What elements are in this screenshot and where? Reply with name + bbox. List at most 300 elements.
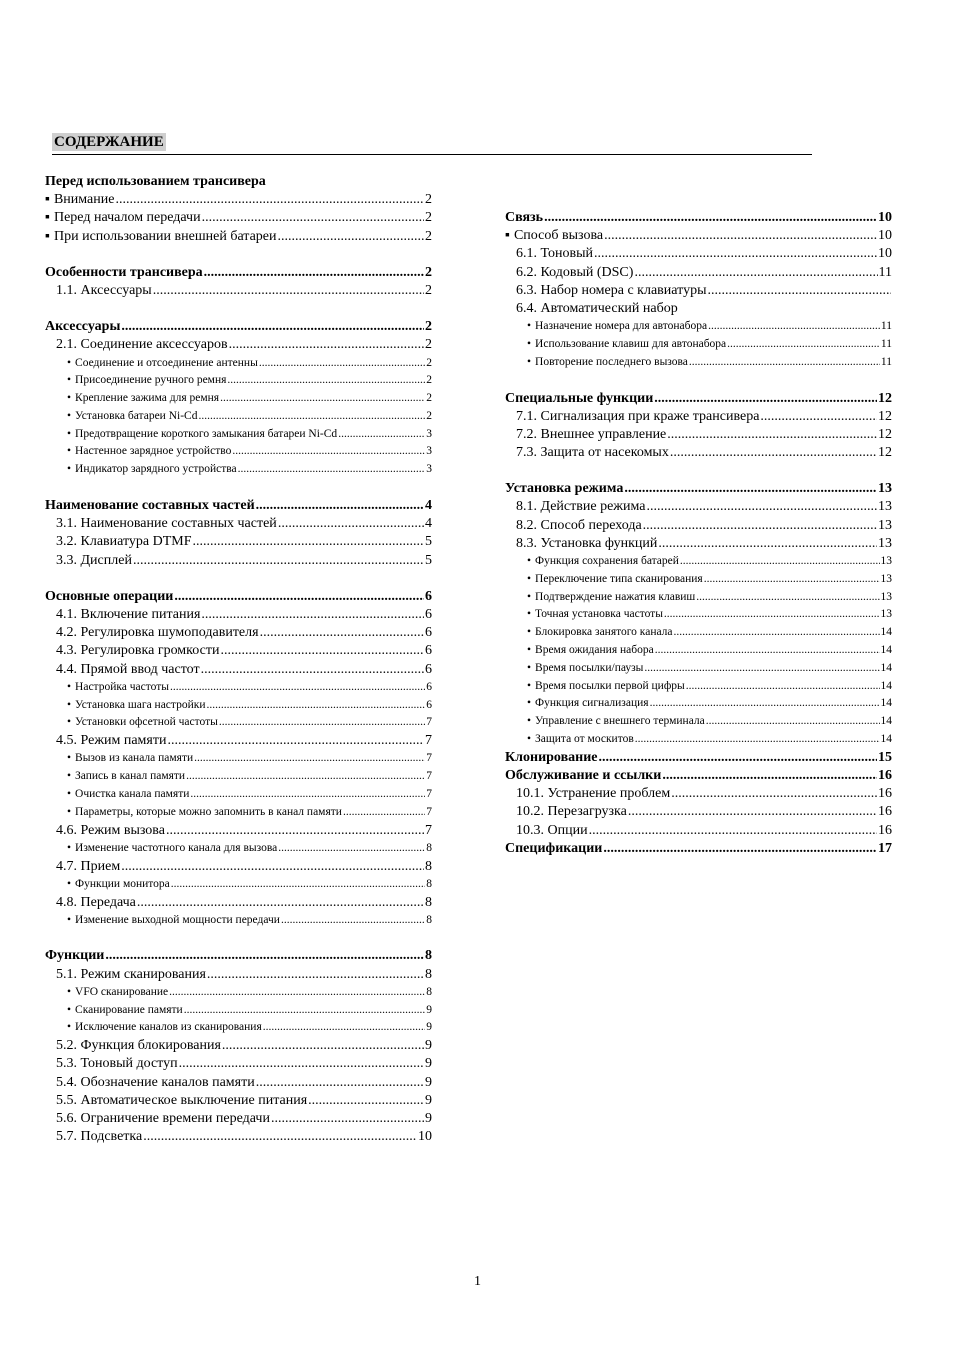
round-bullet-icon: • — [67, 805, 72, 818]
dot-leader — [634, 264, 877, 282]
toc-page-number: 14 — [880, 626, 892, 639]
toc-entry-title: Очистка канала памяти — [75, 787, 190, 800]
toc-page-number: 9 — [426, 1003, 432, 1016]
toc-entry[interactable] — [505, 642, 892, 660]
toc-entry[interactable] — [45, 822, 432, 840]
toc-entry-title: Настенное зарядное устройство — [75, 445, 232, 458]
toc-entry-title: Спецификации — [505, 840, 603, 856]
toc-entry[interactable] — [45, 894, 432, 912]
toc-entry[interactable] — [505, 660, 892, 678]
dot-leader — [222, 1037, 424, 1055]
toc-page-number: 2 — [425, 264, 432, 280]
toc-entry-title: Клонирование — [505, 749, 598, 765]
dot-leader — [207, 966, 424, 984]
toc-section-entry[interactable] — [45, 264, 432, 282]
dot-leader — [594, 245, 877, 263]
dot-leader — [194, 750, 425, 768]
toc-page-number: 2 — [426, 392, 432, 405]
toc-section-entry[interactable] — [45, 497, 432, 515]
toc-page-number: 2 — [426, 409, 432, 422]
dot-leader — [202, 209, 424, 227]
toc-entry[interactable] — [505, 624, 892, 642]
square-bullet-icon: ▪ — [45, 210, 50, 226]
toc-entry[interactable] — [45, 858, 432, 876]
dot-leader — [174, 588, 424, 606]
toc-entry[interactable] — [45, 461, 432, 479]
page-number: 1 — [474, 1274, 481, 1289]
toc-entry[interactable] — [505, 571, 892, 589]
toc-page-number: 5 — [425, 552, 432, 568]
toc-page-number: 7 — [426, 716, 432, 729]
round-bullet-icon: • — [67, 913, 72, 926]
square-bullet-icon: ▪ — [505, 228, 510, 244]
round-bullet-icon: • — [527, 644, 532, 656]
toc-entry-title: 4.8. Передача — [56, 894, 136, 910]
toc-page-number: 6 — [425, 643, 432, 659]
toc-page-number: 6 — [426, 680, 432, 693]
dot-leader — [658, 535, 877, 553]
toc-entry[interactable] — [505, 553, 892, 571]
dot-leader — [263, 1019, 426, 1037]
toc-entry[interactable] — [45, 697, 432, 715]
toc-entry-title: 2.1. Соединение аксессуаров — [56, 337, 228, 353]
toc-entry[interactable] — [45, 642, 432, 660]
toc-page-number: 10 — [878, 246, 892, 262]
toc-page-number: 13 — [878, 517, 892, 533]
toc-entry[interactable] — [45, 768, 432, 786]
toc-page-number: 12 — [878, 390, 892, 406]
round-bullet-icon: • — [67, 841, 72, 854]
toc-entry-title: 3.3. Дисплей — [56, 552, 132, 568]
round-bullet-icon: • — [67, 374, 72, 387]
toc-entry[interactable] — [45, 624, 432, 642]
toc-entry[interactable] — [45, 1055, 432, 1073]
toc-entry-title: Блокировка занятого канала — [535, 626, 673, 639]
toc-entry-title: Крепление зажима для ремня — [75, 392, 220, 405]
toc-page-number: 7 — [425, 822, 432, 838]
toc-section-entry[interactable] — [505, 390, 892, 408]
dot-leader — [664, 606, 880, 624]
round-bullet-icon: • — [527, 555, 532, 568]
toc-page-number: 2 — [425, 282, 432, 298]
dot-leader — [670, 444, 877, 462]
round-bullet-icon: • — [527, 320, 532, 333]
toc-entry[interactable] — [45, 336, 432, 354]
dot-leader — [278, 228, 425, 246]
toc-page-number: 13 — [878, 499, 892, 515]
toc-page-number: 5 — [425, 534, 432, 550]
toc-left-column — [45, 173, 432, 1146]
dot-leader — [179, 1055, 424, 1073]
dot-leader — [260, 624, 424, 642]
toc-entry[interactable] — [45, 714, 432, 732]
dot-leader — [193, 533, 424, 551]
toc-entry-title: 5.4. Обозначение каналов памяти — [56, 1074, 255, 1090]
toc-entry-title: Присоединение ручного ремня — [75, 374, 227, 387]
round-bullet-icon: • — [527, 608, 532, 621]
dot-leader — [198, 408, 425, 426]
toc-page-number: 14 — [880, 679, 892, 692]
heading-rule — [52, 154, 812, 155]
toc-entry-title: 8.3. Установка функций — [516, 535, 658, 551]
dot-leader — [256, 497, 424, 515]
toc-entry[interactable] — [45, 1092, 432, 1110]
round-bullet-icon: • — [67, 985, 72, 998]
toc-entry[interactable] — [45, 661, 432, 679]
toc-entry[interactable] — [45, 355, 432, 373]
dot-leader — [624, 480, 877, 498]
dot-leader — [689, 354, 880, 372]
toc-page-number: 7 — [426, 805, 432, 818]
dot-leader — [121, 318, 424, 336]
toc-entry-title: Исключение каналов из сканирования — [75, 1021, 262, 1034]
toc-entry-title: Аксессуары — [45, 319, 121, 335]
toc-page-number: 2 — [426, 356, 432, 369]
toc-entry-title: 4.4. Прямой ввод частот — [56, 661, 200, 677]
toc-entry-title: 7.3. Защита от насекомых — [516, 445, 669, 461]
toc-entry-title: Параметры, которые можно запомнить в канал памяти — [75, 805, 342, 818]
toc-entry[interactable] — [505, 300, 892, 318]
dot-leader — [667, 426, 877, 444]
dot-leader — [186, 768, 425, 786]
toc-entry-title: 4.6. Режим вызова — [56, 822, 165, 838]
toc-entry-title: Вызов из канала памяти — [75, 752, 194, 765]
toc-page-number: 16 — [878, 822, 892, 838]
toc-page-number: 13 — [880, 572, 892, 585]
dot-leader — [604, 227, 877, 245]
toc-entry-title: 8.1. Действие режима — [516, 499, 646, 515]
toc-entry[interactable] — [45, 606, 432, 624]
toc-entry-title: 6.4. Автоматический набор — [516, 300, 678, 316]
toc-section-entry[interactable] — [505, 749, 892, 767]
toc-entry-title: Назначение номера для автонабора — [535, 320, 708, 333]
toc-entry[interactable] — [45, 966, 432, 984]
toc-entry[interactable] — [45, 876, 432, 894]
toc-entry[interactable] — [45, 1019, 432, 1037]
dot-leader — [219, 714, 425, 732]
toc-entry-title: Изменение частотного канала для вызова — [75, 841, 278, 854]
dot-leader — [643, 517, 877, 535]
toc-gap — [45, 246, 432, 264]
toc-entry-title: 5.6. Ограничение времени передачи — [56, 1111, 270, 1126]
toc-entry[interactable] — [505, 606, 892, 624]
toc-entry[interactable] — [45, 679, 432, 697]
toc-entry-title: Время ожидания набора — [535, 644, 654, 656]
toc-entry-title: Использование клавиш для автонабора — [535, 337, 727, 350]
dot-leader — [204, 264, 424, 282]
toc-entry[interactable] — [45, 912, 432, 930]
dot-leader — [655, 642, 880, 660]
toc-page-number: 9 — [425, 1074, 432, 1090]
round-bullet-icon: • — [67, 680, 72, 693]
toc-entry-title: Защита от москитов — [535, 732, 634, 745]
toc-page-number: 8 — [425, 858, 432, 874]
dot-leader — [343, 804, 425, 822]
round-bullet-icon: • — [527, 732, 532, 745]
toc-entry[interactable] — [505, 731, 892, 749]
toc-entry-title: Внимание — [53, 192, 115, 208]
dot-leader — [686, 678, 880, 696]
dot-leader — [220, 642, 424, 660]
toc-entry[interactable] — [505, 354, 892, 372]
dot-leader — [170, 679, 425, 697]
toc-entry-title: Установка шага настройки — [75, 698, 206, 711]
toc-entry[interactable] — [45, 786, 432, 804]
dot-leader — [278, 840, 425, 858]
toc-entry[interactable] — [45, 443, 432, 461]
toc-entry[interactable] — [45, 426, 432, 444]
toc-page-number: 13 — [878, 481, 892, 497]
dot-leader — [662, 767, 877, 785]
toc-entry-title: Переключение типа сканирования — [535, 572, 703, 585]
toc-section-entry[interactable] — [45, 318, 432, 336]
toc-page-number: 6 — [425, 625, 432, 641]
toc-entry-title: Функции — [45, 948, 105, 964]
toc-entry-title: Наименование составных частей — [45, 498, 255, 514]
toc-entry[interactable] — [45, 515, 432, 533]
toc-entry[interactable] — [45, 408, 432, 426]
toc-section-entry[interactable] — [505, 480, 892, 498]
toc-entry-title: Точная установка частоты — [535, 608, 663, 621]
dot-leader — [654, 390, 877, 408]
toc-page-number: 11 — [880, 337, 892, 350]
dot-leader — [190, 786, 425, 804]
toc-entry[interactable] — [505, 426, 892, 444]
toc-entry[interactable] — [505, 713, 892, 731]
toc-gap — [505, 462, 892, 480]
toc-entry[interactable] — [45, 390, 432, 408]
toc-page-number: 2 — [425, 228, 432, 244]
toc-right-column — [505, 209, 892, 858]
toc-page-number: 13 — [880, 555, 892, 568]
toc-entry[interactable] — [45, 191, 432, 209]
toc-entry[interactable] — [505, 444, 892, 462]
dot-leader — [760, 408, 877, 426]
toc-entry-title: Связь — [505, 210, 544, 225]
toc-page-number: 14 — [880, 715, 892, 728]
round-bullet-icon: • — [527, 697, 532, 710]
round-bullet-icon: • — [527, 337, 532, 350]
toc-section-entry[interactable] — [45, 588, 432, 606]
toc-page-number: 11 — [880, 355, 892, 368]
toc-page-number: 11 — [878, 264, 892, 280]
toc-entry-title: Индикатор зарядного устройства — [75, 463, 237, 476]
toc-entry-title: 4.5. Режим памяти — [56, 733, 167, 749]
toc-entry-title: Установка режима — [505, 481, 624, 497]
toc-entry-title: VFO сканирование — [75, 985, 169, 998]
toc-entry-title: Время посылки/паузы — [535, 661, 644, 674]
round-bullet-icon: • — [67, 877, 72, 890]
toc-section-entry[interactable] — [505, 209, 892, 227]
toc-entry[interactable] — [505, 589, 892, 607]
toc-entry[interactable] — [45, 1037, 432, 1055]
toc-page-number: 6 — [425, 607, 432, 623]
toc-entry[interactable] — [505, 517, 892, 535]
toc-entry-title: Управление с внешнего терминала — [535, 715, 705, 728]
dot-leader — [232, 443, 425, 461]
toc-entry[interactable] — [45, 1110, 432, 1128]
toc-gap — [45, 929, 432, 947]
toc-page-number: 2 — [426, 374, 432, 387]
toc-page-number: 8 — [425, 948, 432, 964]
dot-leader — [308, 1092, 424, 1110]
toc-entry[interactable] — [45, 228, 432, 246]
dot-leader — [201, 606, 424, 624]
toc-entry-title: Повторение последнего вызова — [535, 355, 688, 368]
toc-page-number: 7 — [425, 733, 432, 749]
dot-leader — [105, 947, 424, 965]
toc-page-number: 13 — [880, 590, 892, 603]
toc-page-number: 14 — [880, 697, 892, 710]
toc-entry[interactable] — [505, 785, 892, 803]
toc-entry-title: Перед началом передачи — [53, 210, 201, 226]
toc-entry-title: Изменение выходной мощности передачи — [75, 913, 280, 926]
dot-leader — [238, 461, 426, 479]
dot-leader — [708, 318, 880, 336]
toc-entry[interactable] — [505, 282, 892, 300]
toc-entry[interactable] — [505, 318, 892, 336]
toc-entry[interactable] — [45, 732, 432, 750]
toc-page-number: 9 — [425, 1056, 432, 1072]
toc-page-number: 8 — [425, 894, 432, 910]
toc-entry[interactable] — [45, 840, 432, 858]
round-bullet-icon: • — [527, 715, 532, 728]
toc-section-entry[interactable] — [505, 840, 892, 858]
dot-leader — [271, 1110, 424, 1128]
toc-page-number: 10 — [418, 1129, 432, 1145]
toc-entry-title: Особенности трансивера — [45, 264, 203, 280]
toc-entry-title: 6.2. Кодовый (DSC) — [516, 264, 634, 280]
toc-page-number: 16 — [878, 804, 892, 820]
dot-leader — [167, 732, 424, 750]
toc-entry-title: 3.1. Наименование составных частей — [56, 516, 277, 532]
toc-entry[interactable] — [505, 822, 892, 840]
toc-entry-title: 10.1. Устранение проблем — [516, 786, 671, 802]
dot-leader — [650, 695, 880, 713]
toc-page-number: 13 — [878, 535, 892, 551]
toc-page-number: 15 — [878, 749, 892, 765]
toc-entry[interactable] — [505, 227, 892, 245]
dot-leader — [727, 336, 880, 354]
dot-leader — [674, 624, 880, 642]
toc-entry[interactable] — [45, 1002, 432, 1020]
toc-page-number: 6 — [425, 588, 432, 604]
toc-page-number: 9 — [426, 1021, 432, 1034]
toc-entry-title: Предотвращение короткого замыкания батареи Ni-Cd — [75, 427, 338, 440]
toc-entry[interactable] — [505, 245, 892, 263]
dot-leader — [184, 1002, 426, 1020]
toc-entry[interactable] — [45, 750, 432, 768]
toc-entry-title: 4.2. Регулировка шумоподавителя — [56, 625, 259, 641]
toc-page-number: 9 — [425, 1111, 432, 1126]
dot-leader — [115, 191, 424, 209]
toc-entry[interactable] — [45, 1074, 432, 1092]
dot-leader — [220, 390, 425, 408]
toc-page-number: 8 — [426, 913, 432, 926]
round-bullet-icon: • — [67, 1021, 72, 1034]
toc-entry[interactable] — [45, 372, 432, 390]
toc-entry[interactable] — [45, 533, 432, 551]
round-bullet-icon: • — [527, 679, 532, 692]
toc-entry-title: Запись в канал памяти — [75, 770, 186, 783]
toc-entry-title: 10.3. Опции — [516, 822, 588, 838]
round-bullet-icon: • — [527, 590, 532, 603]
round-bullet-icon: • — [67, 752, 72, 765]
toc-entry[interactable] — [505, 264, 892, 282]
toc-page-number: 13 — [880, 608, 892, 621]
toc-entry[interactable] — [45, 1128, 432, 1146]
dot-leader — [121, 858, 424, 876]
dot-leader — [201, 661, 424, 679]
toc-page-number: 14 — [880, 732, 892, 745]
dot-leader — [259, 355, 425, 373]
toc-page-number: 12 — [878, 426, 892, 442]
toc-page-number: 10 — [878, 228, 892, 244]
toc-entry-title: 5.7. Подсветка — [56, 1129, 143, 1145]
toc-page-number: 9 — [425, 1038, 432, 1054]
toc-entry[interactable] — [45, 984, 432, 1002]
toc-page-number: 3 — [426, 445, 432, 458]
round-bullet-icon: • — [67, 409, 72, 422]
round-bullet-icon: • — [527, 661, 532, 674]
dot-leader — [338, 426, 425, 444]
toc-entry[interactable] — [505, 408, 892, 426]
toc-entry-title: 3.2. Клавиатура DTMF — [56, 534, 192, 550]
toc-entry-title: Функции монитора — [75, 877, 170, 890]
toc-section-entry[interactable] — [505, 767, 892, 785]
toc-entry[interactable] — [505, 695, 892, 713]
dot-leader — [680, 553, 880, 571]
toc-entry-title: 5.5. Автоматическое выключение питания — [56, 1092, 308, 1108]
toc-entry[interactable] — [45, 209, 432, 227]
toc-entry-title: 7.2. Внешнее управление — [516, 426, 667, 442]
toc-entry-title: 10.2. Перезагрузка — [516, 804, 627, 820]
toc-entry[interactable] — [505, 678, 892, 696]
dot-leader — [704, 571, 880, 589]
toc-page-number: 16 — [878, 767, 892, 783]
toc-page-number: 2 — [425, 319, 432, 335]
round-bullet-icon: • — [67, 463, 72, 476]
dot-leader — [603, 840, 877, 858]
toc-page-number: 17 — [878, 840, 892, 856]
toc-entry-title: Перед использованием трансивера — [45, 174, 266, 189]
toc-entry-title: 6.1. Тоновый — [516, 246, 593, 262]
toc-entry[interactable] — [45, 804, 432, 822]
round-bullet-icon: • — [67, 445, 72, 458]
toc-entry-title: 5.1. Режим сканирования — [56, 966, 206, 982]
toc-entry-title: Соединение и отсоединение антенны — [75, 356, 258, 369]
dot-leader — [169, 984, 425, 1002]
toc-page-number: 2 — [425, 192, 432, 208]
toc-entry[interactable] — [505, 498, 892, 516]
toc-section-entry[interactable] — [45, 947, 432, 965]
toc-entry-title: Сканирование памяти — [75, 1003, 183, 1016]
toc-entry[interactable] — [505, 535, 892, 553]
dot-leader — [598, 749, 877, 767]
toc-page-number: 8 — [426, 877, 432, 890]
toc-page-number: 8 — [426, 841, 432, 854]
toc-entry[interactable] — [45, 552, 432, 570]
toc-entry[interactable] — [505, 336, 892, 354]
toc-entry[interactable] — [45, 282, 432, 300]
toc-entry-title: Подтверждение нажатия клавиш — [535, 590, 696, 603]
toc-page-number: 2 — [425, 337, 432, 353]
toc-gap — [505, 372, 892, 390]
toc-entry-title: Функция сигнализация — [535, 697, 649, 710]
toc-entry[interactable] — [505, 803, 892, 821]
toc-section-entry[interactable] — [45, 173, 432, 191]
dot-leader — [635, 731, 880, 749]
